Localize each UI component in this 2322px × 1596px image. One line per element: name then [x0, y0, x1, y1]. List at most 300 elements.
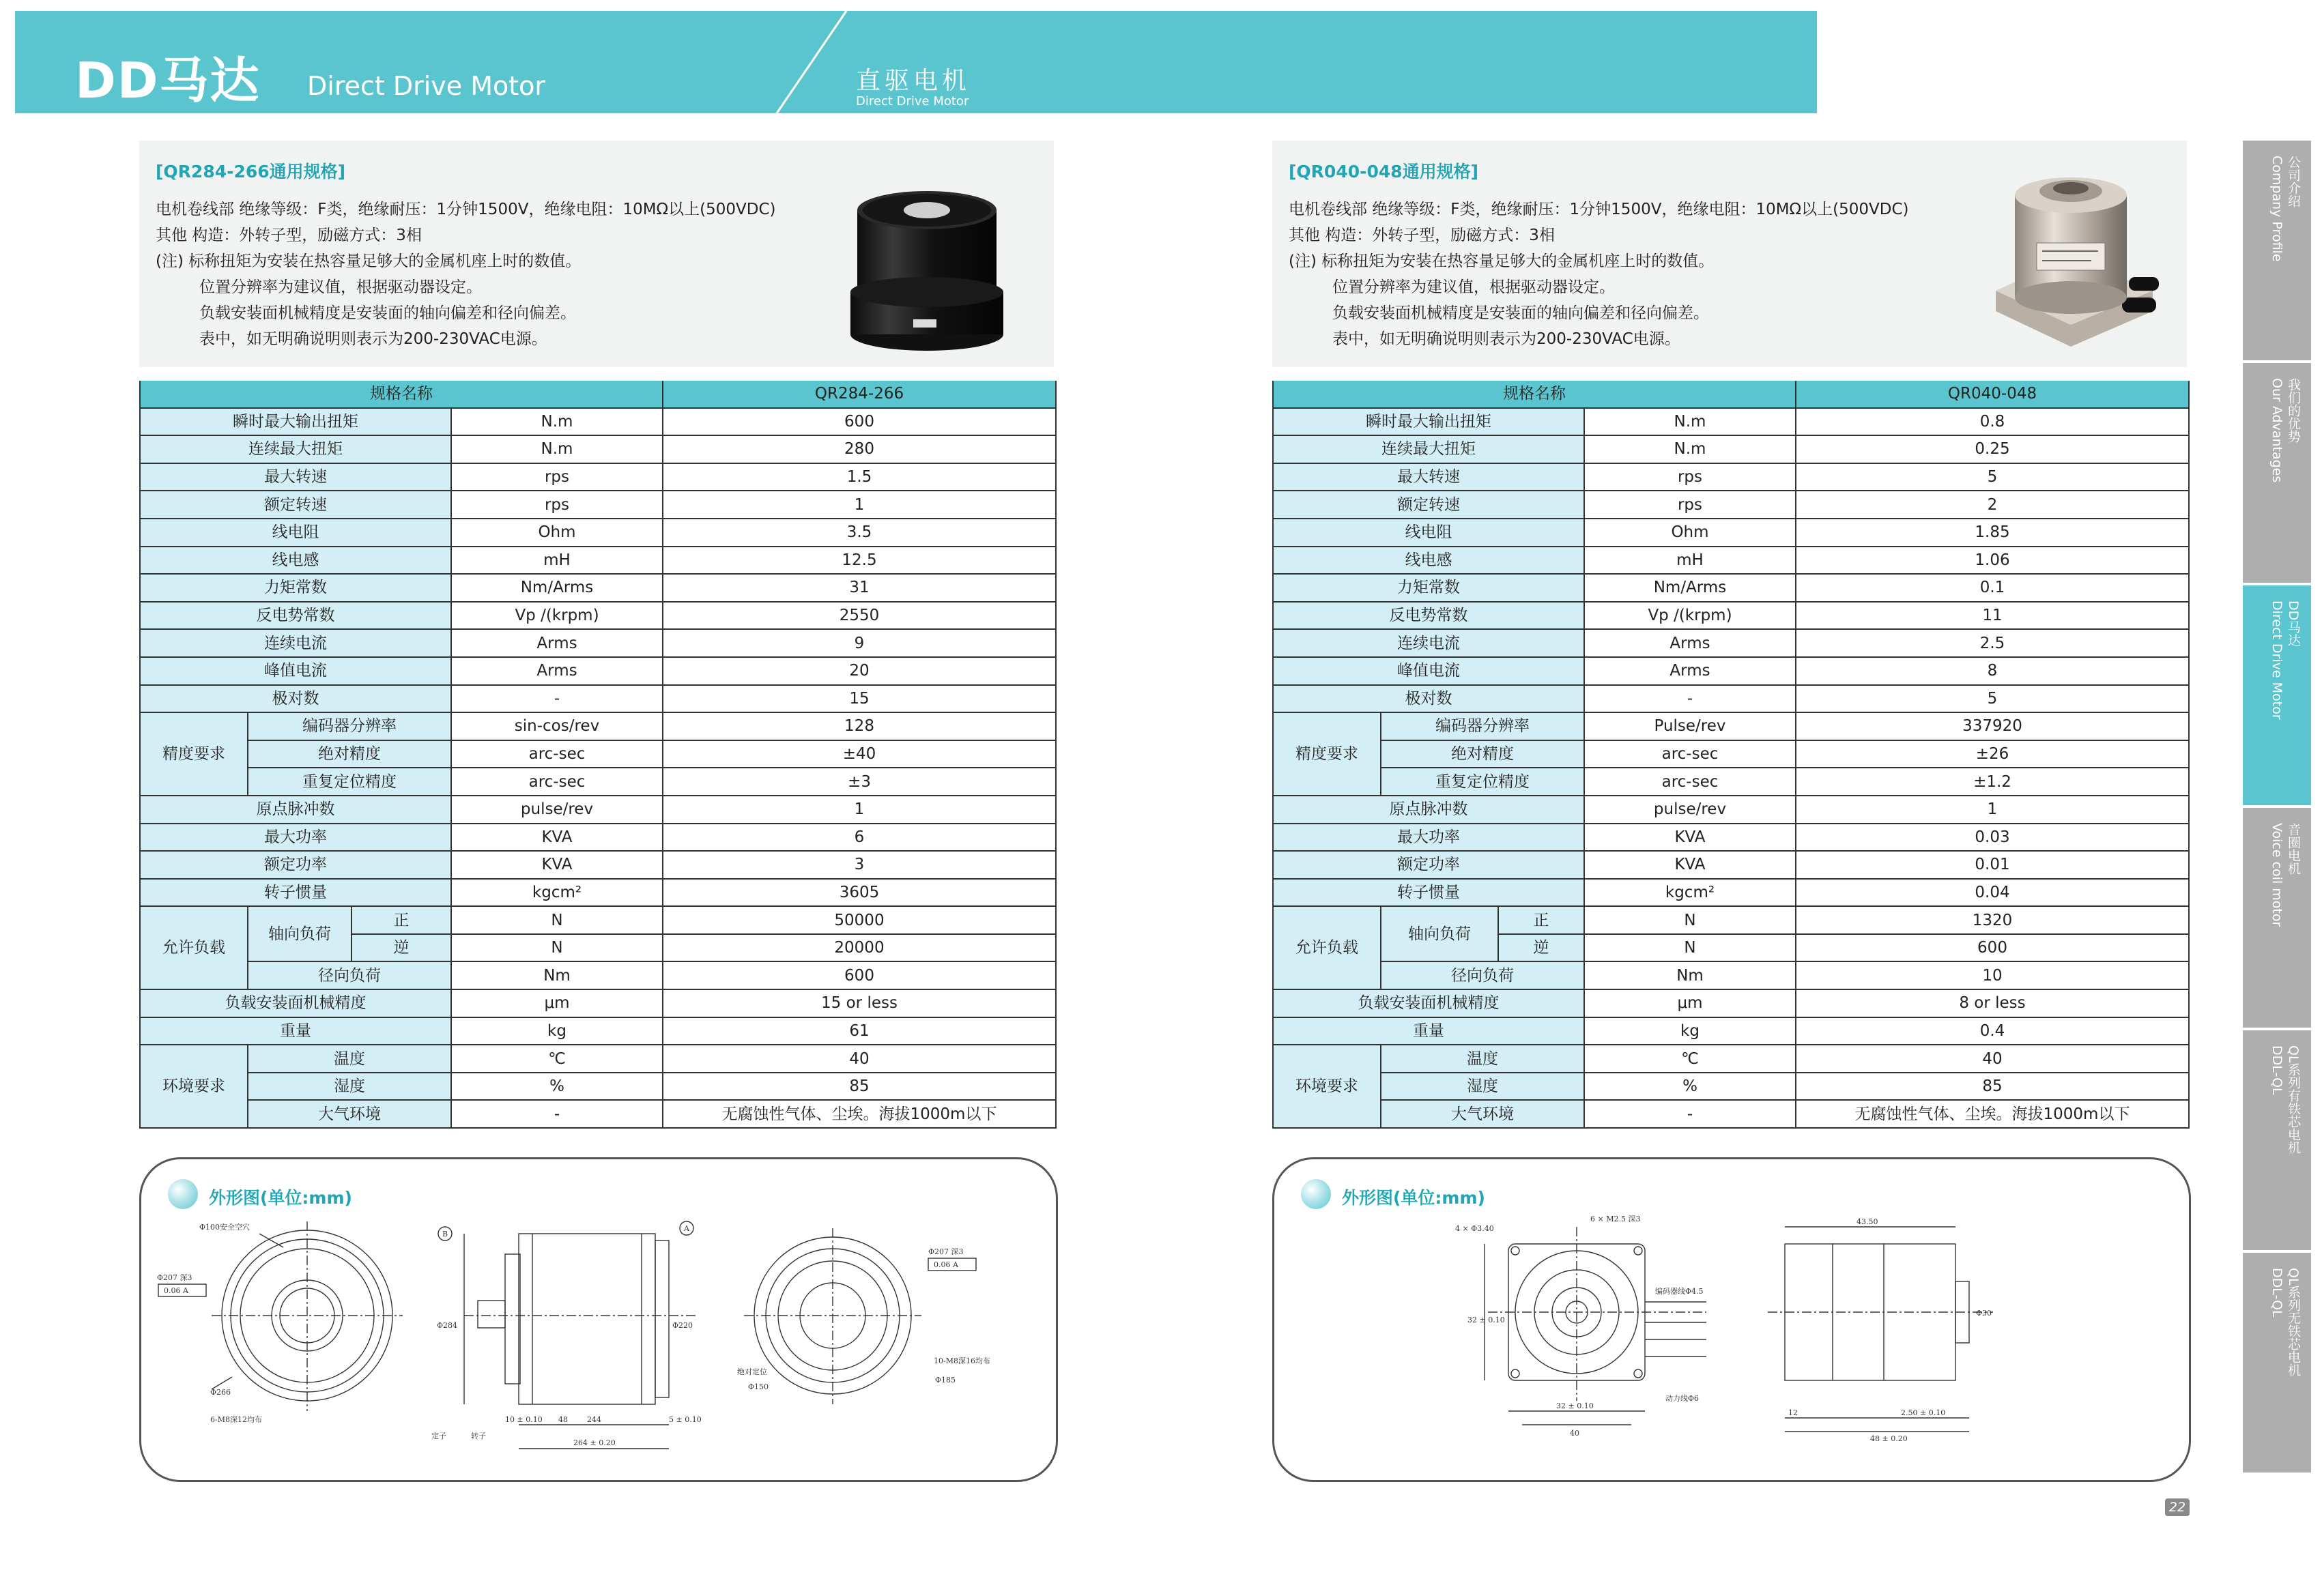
row-label: 峰值电流 [1273, 657, 1584, 685]
group-label: 允许负载 [1273, 906, 1381, 989]
section-subtitle: 直驱电机 [856, 67, 971, 95]
row-label: 额定功率 [1273, 851, 1584, 879]
row-label: 反电势常数 [1273, 602, 1584, 630]
table-header-cell: 规格名称 [1273, 381, 1796, 408]
right-spec-box [1272, 141, 2187, 367]
dim-label: 定子 [431, 1432, 446, 1440]
row-unit: arc-sec [451, 768, 663, 796]
row-label: 温度 [1381, 1045, 1584, 1073]
group-label: 精度要求 [140, 712, 248, 796]
dim-label: 32 ± 0.10 [1556, 1402, 1594, 1410]
table-row [1273, 740, 2189, 768]
row-value: 12.5 [663, 547, 1056, 575]
table-row [140, 1017, 1056, 1045]
row-unit: % [1584, 1073, 1796, 1101]
right-technical-drawing [1283, 1213, 2177, 1472]
side-view [431, 1221, 702, 1449]
row-value: 20000 [663, 934, 1056, 962]
dim-label: 48 [558, 1415, 568, 1424]
dim-label: 32 ± 0.10 [1467, 1316, 1505, 1324]
row-label: 温度 [248, 1045, 451, 1073]
row-value: 280 [663, 435, 1056, 463]
nav-label: 我们的优势 Our Advantages [2269, 378, 2301, 483]
dim-label: 6-M8深12均布 [210, 1415, 262, 1424]
group-label: 环境要求 [1273, 1045, 1381, 1128]
row-unit: rps [1584, 491, 1796, 519]
row-unit: % [451, 1073, 663, 1101]
row-label: 力矩常数 [1273, 574, 1584, 602]
row-label: 线电阻 [140, 519, 451, 547]
row-value: 0.03 [1796, 824, 2189, 852]
row-value: 1.06 [1796, 547, 2189, 575]
row-unit: Arms [1584, 629, 1796, 657]
drawing-title: 外形图(单位:mm) [1342, 1188, 1485, 1208]
row-label: 重复定位精度 [248, 768, 451, 796]
row-label: 最大功率 [1273, 824, 1584, 852]
table-row [140, 463, 1056, 491]
table-row [1273, 602, 2189, 630]
row-label: 编码器分辨率 [1381, 712, 1584, 740]
row-label: 绝对精度 [248, 740, 451, 768]
table-header-cell: QR284-266 [663, 381, 1056, 408]
row-value: 无腐蚀性气体、尘埃。海拔1000m以下 [663, 1100, 1056, 1128]
table-row [140, 989, 1056, 1017]
table-row [1273, 463, 2189, 491]
table-row [1273, 685, 2189, 713]
spec-line: 电机卷线部 绝缘等级：F类，绝缘耐压：1分钟1500V，绝缘电阻：10MΩ以上(500VDC) [156, 201, 776, 218]
table-row [1273, 491, 2189, 519]
table-row [140, 574, 1056, 602]
row-unit: Arms [451, 657, 663, 685]
row-label: 绝对精度 [1381, 740, 1584, 768]
table-row [1273, 851, 2189, 879]
table-row [1273, 906, 2189, 934]
table-row [140, 1073, 1056, 1101]
table-row [1273, 1100, 2189, 1128]
row-label: 原点脉冲数 [1273, 796, 1584, 824]
row-unit: kgcm² [451, 879, 663, 907]
table-row [140, 657, 1056, 685]
row-value: 85 [663, 1073, 1056, 1101]
table-row [1273, 768, 2189, 796]
row-value: 15 or less [663, 989, 1056, 1017]
spec-line: 负载安装面机械精度是安装面的轴向偏差和径向偏差。 [199, 304, 576, 322]
row-label: 逆 [352, 934, 451, 962]
dim-label: 244 [587, 1415, 601, 1424]
row-label: 连续电流 [140, 629, 451, 657]
row-unit: arc-sec [1584, 740, 1796, 768]
dim-label: 5 ± 0.10 [669, 1415, 702, 1424]
table-row [140, 408, 1056, 436]
table-row [1273, 519, 2189, 547]
row-unit: KVA [1584, 824, 1796, 852]
row-value: 337920 [1796, 712, 2189, 740]
spec-line: 位置分辨率为建议值，根据驱动器设定。 [1332, 278, 1615, 296]
row-value: 128 [663, 712, 1056, 740]
dim-label: Φ266 [210, 1388, 231, 1397]
spec-line: (注) 标称扭矩为安装在热容量足够大的金属机座上时的数值。 [156, 252, 582, 270]
table-row [1273, 1073, 2189, 1101]
row-unit: arc-sec [1584, 768, 1796, 796]
table-row [140, 796, 1056, 824]
row-value: 8 or less [1796, 989, 2189, 1017]
right-spec-table [1272, 381, 2190, 1129]
dim-label: Φ207 深3 [157, 1273, 192, 1282]
row-label: 极对数 [140, 685, 451, 713]
row-unit: Nm/Arms [451, 574, 663, 602]
nav-label: DD马达 Direct Drive Motor [2269, 600, 2301, 720]
table-row [1273, 408, 2189, 436]
table-row [1273, 547, 2189, 575]
row-value: 2550 [663, 602, 1056, 630]
row-value: 1 [663, 491, 1056, 519]
group-label: 环境要求 [140, 1045, 248, 1128]
table-row [140, 435, 1056, 463]
nav-label: QL系列有铁芯电机 DDL-QL [2269, 1045, 2301, 1154]
dim-label: Φ185 [935, 1376, 956, 1384]
front-view [157, 1221, 403, 1424]
row-value: 2.5 [1796, 629, 2189, 657]
row-label: 重复定位精度 [1381, 768, 1584, 796]
row-value: 1320 [1796, 906, 2189, 934]
datum-label: A [684, 1224, 689, 1233]
spec-line: (注) 标称扭矩为安装在热容量足够大的金属机座上时的数值。 [1289, 252, 1715, 270]
spec-line: 位置分辨率为建议值，根据驱动器设定。 [199, 278, 482, 296]
row-value: 1 [1796, 796, 2189, 824]
dim-label: 264 ± 0.20 [573, 1438, 616, 1447]
row-label: 原点脉冲数 [140, 796, 451, 824]
row-label: 额定功率 [140, 851, 451, 879]
dim-label: 动力线Φ6 [1665, 1394, 1700, 1403]
front-view [1455, 1215, 1706, 1438]
row-label: 瞬时最大输出扭矩 [140, 408, 451, 436]
row-label: 最大转速 [140, 463, 451, 491]
spec-title: [QR040-048通用规格] [1289, 162, 1479, 182]
row-value: 40 [1796, 1045, 2189, 1073]
row-unit: N [1584, 906, 1796, 934]
product-photo-qr284 [845, 183, 1009, 353]
row-unit: kg [451, 1017, 663, 1045]
row-label: 最大功率 [140, 824, 451, 852]
row-value: 20 [663, 657, 1056, 685]
row-unit: Arms [1584, 657, 1796, 685]
row-label: 轴向负荷 [248, 906, 352, 961]
row-unit: pulse/rev [451, 796, 663, 824]
row-label: 逆 [1498, 934, 1584, 962]
row-label: 连续电流 [1273, 629, 1584, 657]
row-value: 10 [1796, 961, 2189, 989]
row-label: 连续最大扭矩 [140, 435, 451, 463]
table-row [1273, 435, 2189, 463]
row-value: 3.5 [663, 519, 1056, 547]
row-unit: N.m [451, 408, 663, 436]
row-value: 1.5 [663, 463, 1056, 491]
nav-item-voice-coil-motor[interactable] [2243, 808, 2311, 1028]
dim-label: 0.06 A [164, 1286, 188, 1295]
spec-line: 表中，如无明确说明则表示为200-230VAC电源。 [1332, 330, 1680, 348]
row-value: 5 [1796, 463, 2189, 491]
spec-notes [156, 197, 775, 352]
row-label: 线电感 [1273, 547, 1584, 575]
row-label: 瞬时最大输出扭矩 [1273, 408, 1584, 436]
row-value: 0.1 [1796, 574, 2189, 602]
section-subtitle-en: Direct Drive Motor [856, 94, 969, 108]
row-unit: rps [1584, 463, 1796, 491]
dim-label: 转子 [471, 1432, 486, 1440]
row-unit: rps [451, 491, 663, 519]
row-unit: - [451, 1100, 663, 1128]
left-technical-drawing [150, 1213, 1044, 1472]
row-unit: ℃ [1584, 1045, 1796, 1073]
row-label: 转子惯量 [140, 879, 451, 907]
row-label: 负载安装面机械精度 [1273, 989, 1584, 1017]
spec-line: 其他 构造：外转子型，励磁方式：3相 [1289, 227, 1555, 244]
dim-label: Φ284 [437, 1321, 458, 1330]
table-row [140, 824, 1056, 852]
row-label: 编码器分辨率 [248, 712, 451, 740]
table-row [1273, 712, 2189, 740]
row-unit: Ohm [451, 519, 663, 547]
row-label: 力矩常数 [140, 574, 451, 602]
dim-label: 40 [1570, 1429, 1579, 1438]
row-unit: μm [451, 989, 663, 1017]
table-row [140, 519, 1056, 547]
row-label: 正 [1498, 906, 1584, 934]
table-row [140, 1045, 1056, 1073]
row-unit: N.m [1584, 435, 1796, 463]
dim-label: 10 ± 0.10 [505, 1415, 543, 1424]
row-value: ±3 [663, 768, 1056, 796]
row-label: 大气环境 [248, 1100, 451, 1128]
dim-label: 12 [1788, 1408, 1798, 1417]
table-row [140, 1100, 1056, 1128]
table-row [140, 712, 1056, 740]
row-label: 重量 [1273, 1017, 1584, 1045]
row-value: 3 [663, 851, 1056, 879]
row-unit: - [1584, 1100, 1796, 1128]
row-label: 峰值电流 [140, 657, 451, 685]
row-value: ±40 [663, 740, 1056, 768]
dim-label: Φ207 深3 [928, 1247, 964, 1256]
banner-divider [771, 11, 853, 113]
row-label: 极对数 [1273, 685, 1584, 713]
row-value: 8 [1796, 657, 2189, 685]
row-value: 2 [1796, 491, 2189, 519]
row-value: 61 [663, 1017, 1056, 1045]
table-row [140, 491, 1056, 519]
dim-label: 2.50 ± 0.10 [1901, 1408, 1946, 1417]
row-value: 0.8 [1796, 408, 2189, 436]
row-value: 9 [663, 629, 1056, 657]
row-unit: Nm [451, 961, 663, 989]
row-label: 额定转速 [1273, 491, 1584, 519]
left-spec-box [139, 141, 1054, 367]
table-row [1273, 824, 2189, 852]
dim-label: 绝对定位 [737, 1367, 767, 1376]
row-value: 85 [1796, 1073, 2189, 1101]
row-unit: KVA [451, 824, 663, 852]
row-value: ±26 [1796, 740, 2189, 768]
row-unit: kg [1584, 1017, 1796, 1045]
row-unit: μm [1584, 989, 1796, 1017]
row-label: 最大转速 [1273, 463, 1584, 491]
dim-label: Φ100安全空穴 [199, 1223, 250, 1232]
table-row [1273, 657, 2189, 685]
table-row [140, 602, 1056, 630]
dim-label: 4 × Φ3.40 [1455, 1224, 1494, 1233]
nav-item-ql-iron-core[interactable] [2243, 1030, 2311, 1250]
row-unit: sin-cos/rev [451, 712, 663, 740]
nav-label: 公司介绍 Company Profile [2269, 156, 2301, 262]
table-header-cell: 规格名称 [140, 381, 663, 408]
row-unit: mH [451, 547, 663, 575]
row-label: 线电感 [140, 547, 451, 575]
row-unit: pulse/rev [1584, 796, 1796, 824]
row-unit: KVA [451, 851, 663, 879]
row-value: 5 [1796, 685, 2189, 713]
table-row [140, 906, 1056, 934]
dim-label: 48 ± 0.20 [1870, 1434, 1908, 1443]
dim-label: 编码器线Φ4.5 [1655, 1287, 1704, 1296]
row-unit: N [451, 906, 663, 934]
group-label: 允许负载 [140, 906, 248, 989]
row-unit: - [451, 685, 663, 713]
row-unit: mH [1584, 547, 1796, 575]
row-unit: - [1584, 685, 1796, 713]
table-row [140, 740, 1056, 768]
row-unit: N [1584, 934, 1796, 962]
table-header-row [140, 381, 1056, 408]
table-row [1273, 574, 2189, 602]
row-label: 线电阻 [1273, 519, 1584, 547]
row-value: 31 [663, 574, 1056, 602]
table-row [140, 685, 1056, 713]
spec-notes [1289, 197, 1908, 352]
row-unit: KVA [1584, 851, 1796, 879]
dim-label: Φ30 [1976, 1309, 1992, 1318]
drawing-title: 外形图(单位:mm) [209, 1188, 352, 1208]
dim-label: 43.50 [1857, 1217, 1878, 1226]
bullet-icon [1301, 1179, 1331, 1209]
nav-item-company-profile[interactable] [2243, 141, 2311, 360]
spec-title: [QR284-266通用规格] [156, 162, 346, 182]
table-row [1273, 796, 2189, 824]
row-label: 大气环境 [1381, 1100, 1584, 1128]
row-value: 15 [663, 685, 1056, 713]
spec-line: 表中，如无明确说明则表示为200-230VAC电源。 [199, 330, 547, 348]
table-row [1273, 989, 2189, 1017]
table-row [1273, 1045, 2189, 1073]
row-value: 1 [663, 796, 1056, 824]
row-value: 0.04 [1796, 879, 2189, 907]
table-row [1273, 879, 2189, 907]
nav-label: QL系列无铁芯电机 DDL-QL [2269, 1268, 2301, 1376]
row-unit: N.m [1584, 408, 1796, 436]
row-unit: Arms [451, 629, 663, 657]
table-row [1273, 629, 2189, 657]
row-value: ±1.2 [1796, 768, 2189, 796]
table-row [140, 961, 1056, 989]
left-spec-table [139, 381, 1057, 1129]
page-title-en: Direct Drive Motor [307, 71, 546, 101]
row-label: 径向负荷 [1381, 961, 1584, 989]
row-value: 600 [663, 408, 1056, 436]
row-label: 轴向负荷 [1381, 906, 1498, 961]
spec-line: 其他 构造：外转子型，励磁方式：3相 [156, 227, 422, 244]
row-unit: kgcm² [1584, 879, 1796, 907]
table-header-cell: QR040-048 [1796, 381, 2189, 408]
table-row [1273, 1017, 2189, 1045]
row-unit: Ohm [1584, 519, 1796, 547]
bullet-icon [168, 1179, 198, 1209]
row-unit: Vp /(krpm) [451, 602, 663, 630]
row-label: 湿度 [1381, 1073, 1584, 1101]
table-row [140, 851, 1056, 879]
table-row [140, 547, 1056, 575]
row-label: 连续最大扭矩 [1273, 435, 1584, 463]
side-view [1768, 1217, 1993, 1443]
rear-view [737, 1228, 990, 1404]
row-value: 无腐蚀性气体、尘埃。海拔1000m以下 [1796, 1100, 2189, 1128]
row-value: 6 [663, 824, 1056, 852]
row-value: 1.85 [1796, 519, 2189, 547]
row-value: 40 [663, 1045, 1056, 1073]
table-row [140, 629, 1056, 657]
row-unit: N [451, 934, 663, 962]
row-value: 600 [1796, 934, 2189, 962]
nav-item-our-advantages[interactable] [2243, 363, 2311, 583]
nav-item-direct-drive-motor[interactable] [2243, 585, 2311, 805]
table-header-row [1273, 381, 2189, 408]
group-label: 精度要求 [1273, 712, 1381, 796]
dim-label: 10-M8深16均布 [934, 1356, 990, 1365]
row-value: 50000 [663, 906, 1056, 934]
datum-label: B [442, 1230, 448, 1238]
row-label: 额定转速 [140, 491, 451, 519]
row-unit: ℃ [451, 1045, 663, 1073]
row-label: 重量 [140, 1017, 451, 1045]
product-photo-qr040 [1982, 168, 2160, 366]
row-label: 转子惯量 [1273, 879, 1584, 907]
page-title: DD马达 [75, 52, 261, 109]
row-value: 600 [663, 961, 1056, 989]
row-value: 3605 [663, 879, 1056, 907]
row-unit: Nm/Arms [1584, 574, 1796, 602]
dim-label: 6 × M2.5 深3 [1590, 1215, 1641, 1223]
spec-line: 电机卷线部 绝缘等级：F类，绝缘耐压：1分钟1500V，绝缘电阻：10MΩ以上(500VDC) [1289, 201, 1909, 218]
row-label: 反电势常数 [140, 602, 451, 630]
row-value: 0.4 [1796, 1017, 2189, 1045]
table-row [140, 879, 1056, 907]
row-unit: arc-sec [451, 740, 663, 768]
row-unit: N.m [451, 435, 663, 463]
row-label: 湿度 [248, 1073, 451, 1101]
row-unit: Pulse/rev [1584, 712, 1796, 740]
dim-label: Φ220 [672, 1321, 693, 1330]
row-label: 正 [352, 906, 451, 934]
nav-item-ql-ironless[interactable] [2243, 1253, 2311, 1472]
table-row [140, 768, 1056, 796]
row-value: 11 [1796, 602, 2189, 630]
dim-label: Φ150 [748, 1382, 769, 1391]
row-unit: Vp /(krpm) [1584, 602, 1796, 630]
spec-line: 负载安装面机械精度是安装面的轴向偏差和径向偏差。 [1332, 304, 1709, 322]
row-label: 径向负荷 [248, 961, 451, 989]
row-unit: rps [451, 463, 663, 491]
dim-label: 0.06 A [934, 1260, 958, 1269]
table-row [1273, 961, 2189, 989]
row-label: 负载安装面机械精度 [140, 989, 451, 1017]
